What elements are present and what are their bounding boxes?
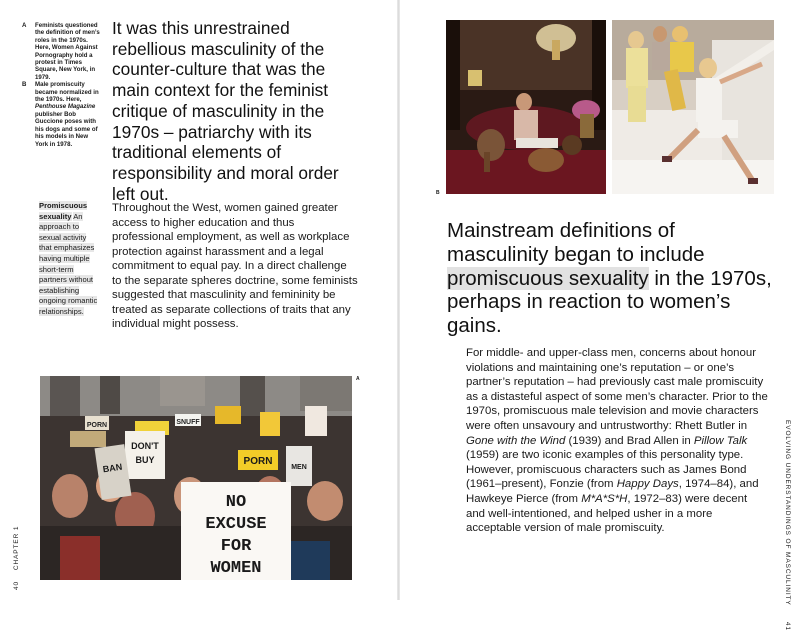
photo-a-marker: A — [356, 376, 360, 382]
guccione-photo-image — [446, 20, 606, 194]
sign-text: WOMEN — [210, 559, 262, 578]
photo-b-marker: B — [436, 190, 440, 196]
book-spine — [397, 0, 400, 600]
page-number-left: 40 — [13, 580, 20, 590]
photo-captions — [22, 22, 102, 148]
sign-text: PORN — [243, 456, 273, 467]
pull-quote — [447, 219, 777, 338]
models-photo — [612, 20, 774, 194]
page-number-right: 41 — [784, 621, 791, 631]
sign-text: EXCUSE — [205, 515, 267, 534]
pull-quote-text: in the 1970s, perhaps in reaction to women’s gains. — [447, 266, 772, 338]
caption-letter: B — [22, 81, 27, 89]
intro-paragraph: It was this unrestrained rebellious masculinity of the counter-culture that was the main context for the feminist critique of masculinity in the 1970s – patriarchy with its traditional elements of responsibility and moral order left out. — [112, 18, 339, 204]
show-title: M*A*S*H — [581, 492, 628, 505]
body-text-part: , 1974–84), and Hawkeye Pierce (from — [466, 478, 759, 505]
caption-text — [35, 81, 102, 148]
caption-letter: A — [22, 22, 27, 29]
folio-right — [775, 420, 791, 631]
sign-text: MEN — [291, 464, 307, 471]
caption-text-part: Male promiscuity became normalized in the 1970s. Here, — [35, 81, 99, 104]
pull-quote-text: Mainstream definitions of masculinity began to include — [447, 219, 705, 266]
film-title: Pillow Talk — [693, 434, 748, 447]
caption-text: Feminists questioned the definition of men’s roles in the 1970s. Here, Women Against Pornography hold a protest in Times Square, New York, in 1979. — [35, 22, 100, 81]
glossary-term: Promiscuous sexuality — [39, 201, 88, 221]
sign-text: DON'T — [131, 441, 159, 451]
caption-text-part: publisher Bob Guccione poses with his dogs and some of his models in New York in 1978. — [35, 110, 98, 148]
sign-text: NO — [225, 493, 247, 512]
pull-quote-highlight: promiscuous sexuality — [447, 266, 649, 290]
body-text-part: (1939) and Brad Allen in — [565, 434, 694, 447]
sign-text: BUY — [135, 455, 155, 465]
glossary-box — [39, 201, 99, 318]
chapter-label: CHAPTER 1 — [13, 525, 20, 571]
guccione-photo — [446, 20, 606, 194]
body-text-part: For middle- and upper-class men, concerns about honour violations and maintaining one’s reputation – or one’s partner’s reputation – had previously cast male promiscuity as a distasteful aspect of some men’s character. Prior to the 1970s, promiscuous male television and movie characters were often unsavoury and untrustworthy: Rhett Butler in — [466, 347, 768, 432]
sign-text: PORN — [86, 422, 108, 429]
section-label: EVOLVING UNDERSTANDINGS OF MASCULINITY — [784, 420, 791, 606]
glossary-definition: An approach to sexual activity that emphasizes having multiple short-term partners without establishing ongoing romantic relationships. — [39, 211, 98, 316]
caption-a — [22, 22, 102, 81]
protest-photo-image — [40, 376, 352, 580]
caption-b — [22, 81, 102, 148]
protest-photo — [40, 376, 352, 580]
film-title: Gone with the Wind — [466, 434, 566, 447]
models-photo-image — [612, 20, 774, 194]
body-text-part: (1959) are two iconic examples of this personality type. However, promiscuous characters such as James Bond (1961–present), Fonzie (from — [466, 449, 747, 491]
body-text-left: Throughout the West, women gained greater access to higher education and thus professional employment, as well as workplace protection against harassment and a legal commitment to equal pay. In a direct challenge to the separate spheres doctrine, some feminists suggested that masculinity and femininity be treated as separate collections of traits that any individual might possess. — [112, 202, 358, 330]
body-text-part: , 1972–83) were decent and well-intentioned, and helped usher in a more acceptable version of male promiscuity. — [466, 492, 748, 535]
caption-magazine-title: Penthouse Magazine — [35, 103, 96, 111]
sign-text: FOR — [220, 537, 252, 556]
sign-text: BAN — [102, 461, 123, 475]
folio-left — [8, 500, 24, 590]
sign-text: SNUFF — [176, 419, 200, 426]
show-title: Happy Days — [616, 478, 679, 491]
body-text-right — [466, 346, 768, 536]
